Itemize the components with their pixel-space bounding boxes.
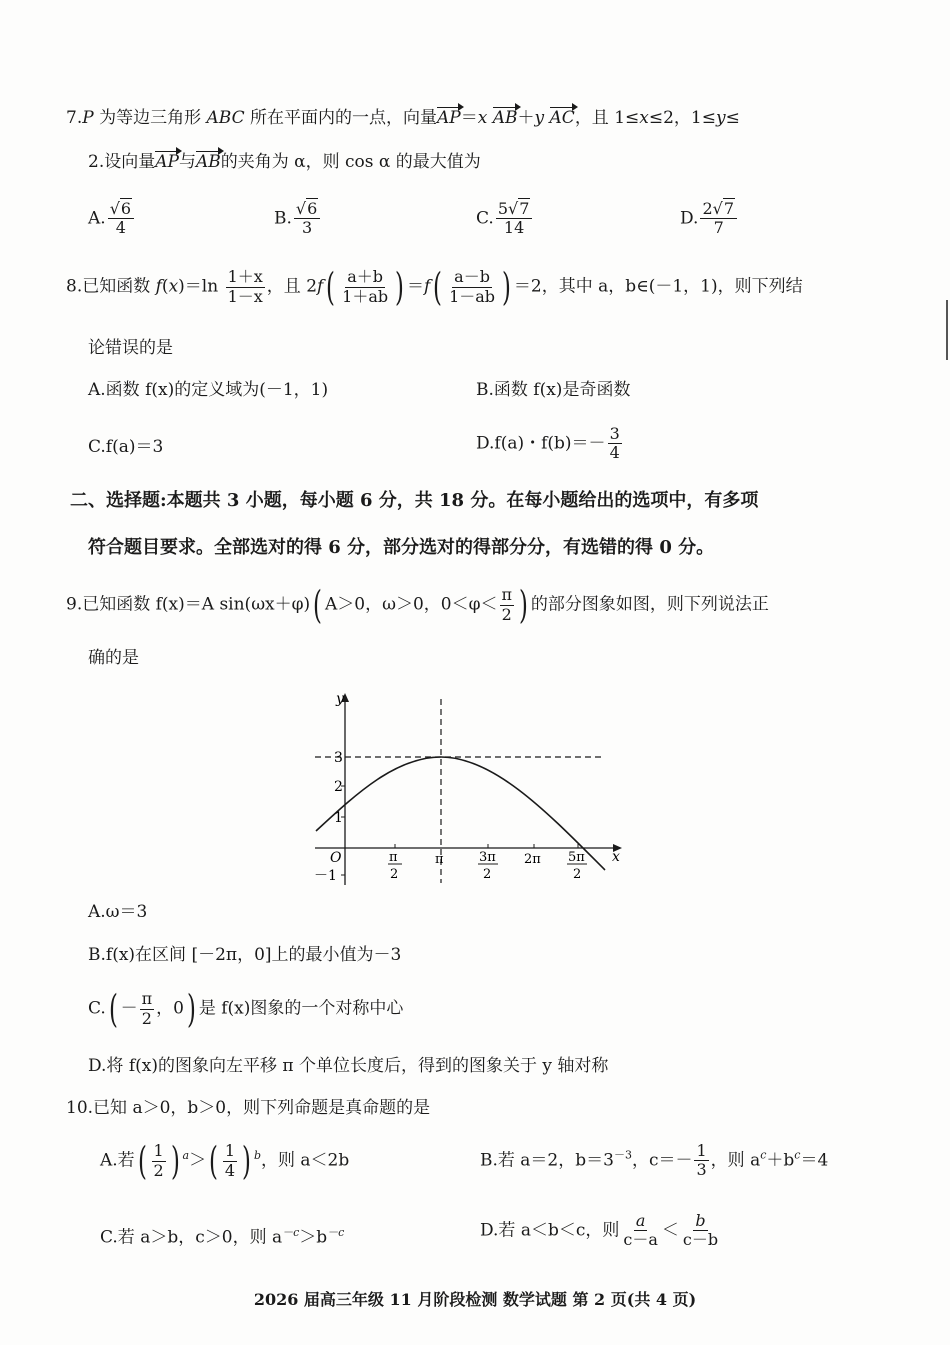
q10-option-b: B.若 a＝2，$b=3^{-3}$，c＝－ $\frac{1}{3}$ ，则 $a^c+b^c=4$	[480, 1141, 829, 1180]
q7-option-c: C. $\frac{5√7}{14}$	[476, 200, 534, 238]
sine-curve	[316, 757, 605, 870]
x-tick-3pi-half-den: 2	[483, 867, 492, 882]
x-tick-pi-half-den: 2	[390, 867, 399, 882]
q7-line2: 2.设向量AP与AB的夹角为 α，则 cos α 的最大值为	[88, 152, 481, 172]
q9-function-graph	[300, 685, 640, 890]
section2-heading-line1: 二、选择题:本题共 3 小题，每小题 6 分，共 18 分。在每小题给出的选项中，有多项	[70, 490, 759, 511]
y-axis-label: y	[336, 691, 344, 707]
q9-stem-line2: 确的是	[88, 648, 139, 668]
x-axis-label: x	[612, 849, 620, 865]
q8-option-b: B.函数 f(x)是奇函数	[476, 380, 631, 400]
x-tick-pi: π	[435, 852, 444, 867]
page-footer: 2026 届高三年级 11 月阶段检测 数学试题 第 2 页(共 4 页)	[253, 1290, 697, 1309]
q10-option-c: C.若 a＞b，c＞0，则 $a^{-c}>b^{-c}$	[100, 1226, 345, 1248]
q7-option-d: D. $\frac{2√7}{7}$	[680, 200, 739, 238]
x-tick-2pi: 2π	[524, 852, 541, 867]
q9-option-c: C.( － $\frac{\pi}{2}$ ，0) 是 f(x)图象的一个对称中心	[88, 987, 404, 1031]
q9-option-b: B.f(x)在区间 [－2π，0]上的最小值为－3	[88, 945, 402, 965]
q8-option-a: A.函数 f(x)的定义域为(－1，1)	[88, 380, 329, 400]
q7-line1: 7.P 为等边三角形 ABC 所在平面内的一点，向量AP＝x AB＋y AC，且 1≤x≤2，1≤y≤	[66, 108, 740, 128]
vector-AP: AP	[437, 108, 461, 128]
x-tick-5pi-half-num: 5π	[568, 850, 585, 865]
q10-stem: 10.已知 a＞0，b＞0，则下列命题是真命题的是	[66, 1098, 431, 1118]
y-tick-2: 2	[334, 779, 343, 795]
x-tick-3pi-half-num: 3π	[479, 850, 496, 865]
section2-heading-line2: 符合题目要求。全部选对的得 6 分，部分选对的得部分分，有选错的得 0 分。	[88, 537, 715, 558]
q7-option-b: B. $\frac{√6}{3}$	[274, 200, 322, 238]
q8-stem-line2: 论错误的是	[88, 338, 173, 358]
q8-option-d: D.f(a)・f(b)＝－ $\frac{3}{4}$	[476, 424, 620, 463]
y-tick-1: 1	[334, 810, 343, 826]
vector-AC: AC	[549, 108, 575, 128]
page-edge-shadow	[946, 300, 948, 360]
q7-option-a: A. $\frac{√6}{4}$	[88, 200, 136, 238]
origin-label: O	[330, 850, 342, 866]
q9-stem-line1: 9.已知函数 f(x)＝A sin(ωx＋φ)( A＞0，ω＞0，0＜φ＜ $\frac{\pi}{2}$ ) 的部分图象如图，则下列说法正	[66, 583, 769, 627]
q9-option-d: D.将 f(x)的图象向左平移 π 个单位长度后，得到的图象关于 y 轴对称	[88, 1056, 609, 1076]
y-tick-neg1: －1	[314, 868, 337, 884]
q10-option-a: A.若( $\frac{1}{2}$ ) $^a$＞( $\frac{1}{4}$ ) $^b$，则 a＜2b	[100, 1139, 350, 1183]
q9-option-a: A.ω＝3	[88, 902, 148, 922]
q8-stem-line1: 8.已知函数 f(x)＝ln $\frac{1+x}{1-x}$ ，且 2f( $\frac{a+b}{1+ab}$ ) ＝f( $\frac{a-b}{1-ab}$ ) ＝2，其中 a，b∈(－1，1)，则下列结	[66, 265, 803, 309]
q10-option-d: D.若 a＜b＜c，则 $\frac{a}{c-a}$ ＜ $\frac{b}{c-b}$	[480, 1211, 719, 1250]
x-tick-pi-half-num: π	[389, 850, 398, 865]
vector-AB: AB	[492, 108, 518, 128]
y-tick-3: 3	[334, 750, 343, 766]
x-tick-5pi-half-den: 2	[573, 867, 582, 882]
q8-option-c: C.f(a)＝3	[88, 437, 164, 457]
